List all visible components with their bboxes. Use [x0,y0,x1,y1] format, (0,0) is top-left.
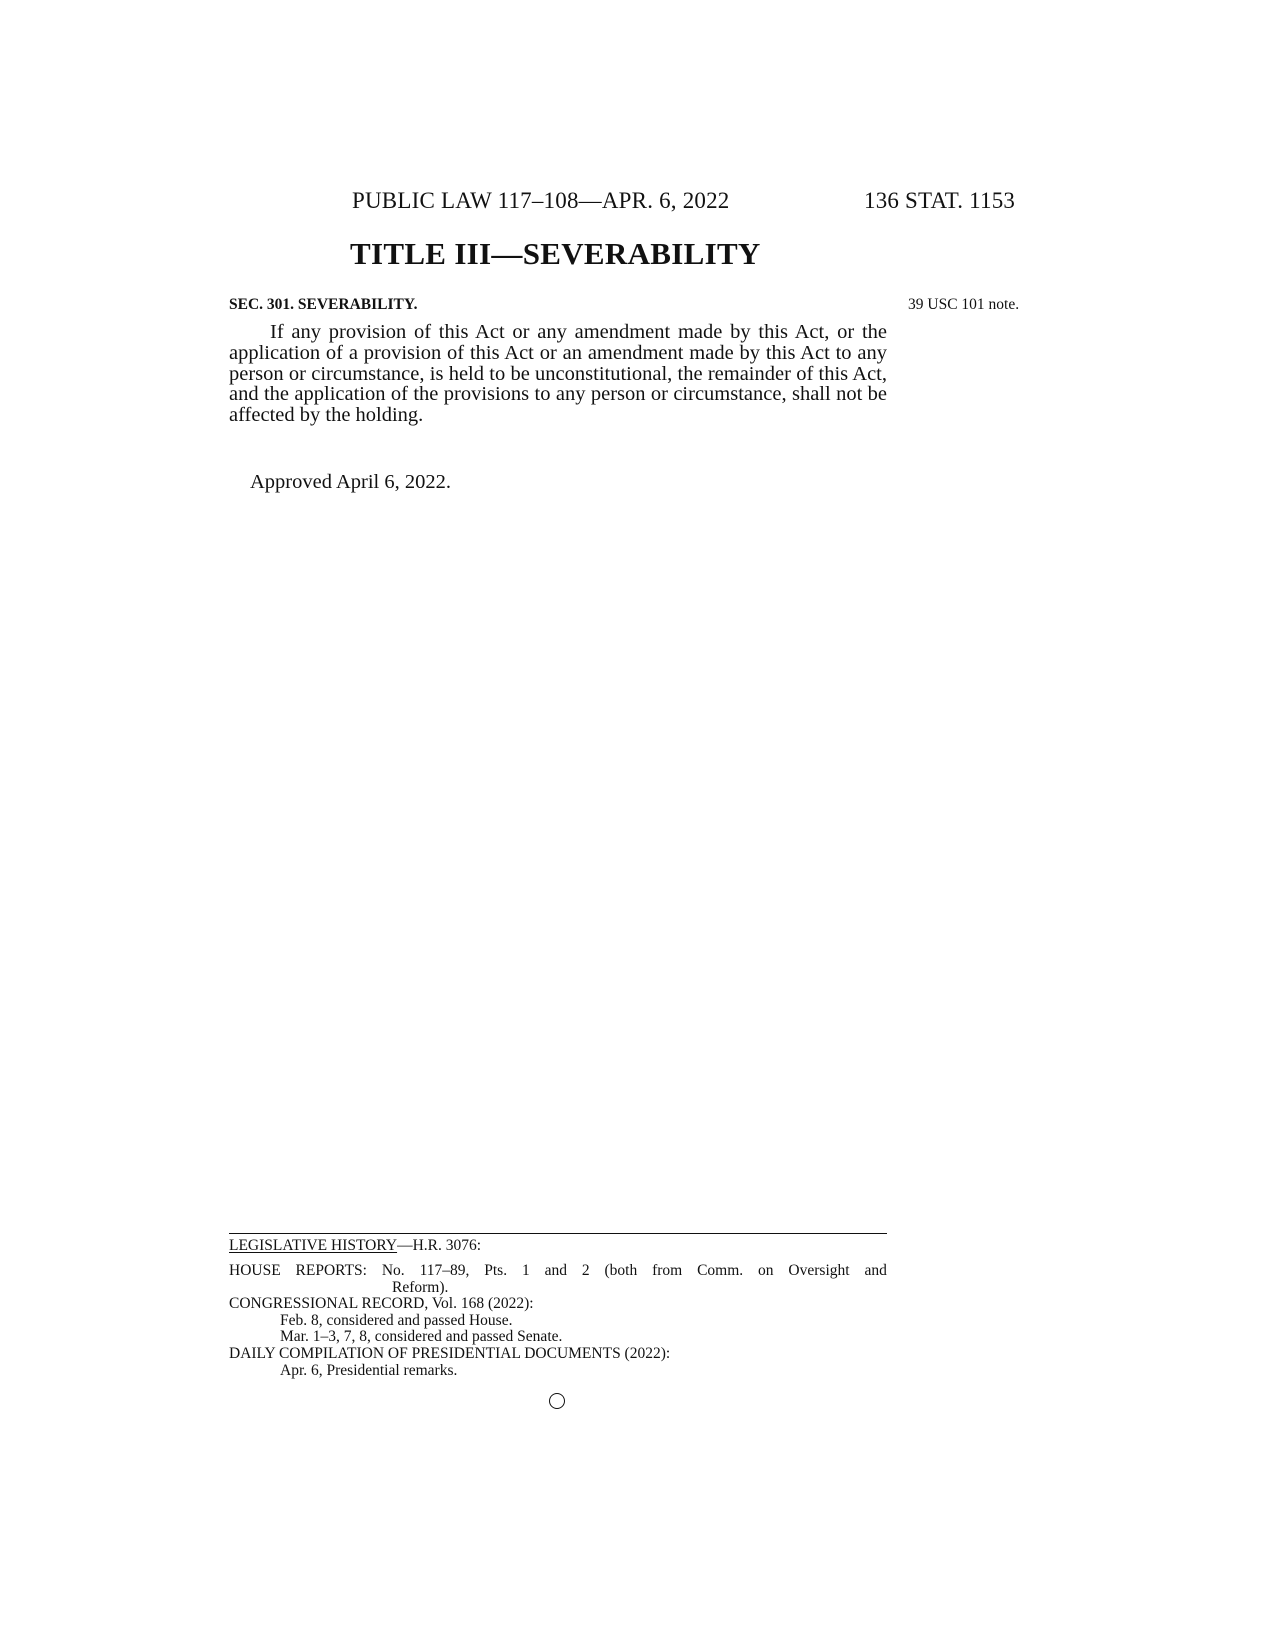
word: HOUSE [229,1262,281,1279]
congressional-record-item: Feb. 8, considered and passed House. [280,1311,513,1329]
end-of-document-circle-icon [549,1393,565,1409]
legislative-history-block [229,1263,887,1379]
word: and [864,1262,887,1279]
word: Pts. [484,1262,508,1279]
word: 1 [521,1262,530,1279]
running-header-stat-page: 136 STAT. 1153 [864,188,1016,213]
section-body-text: If any provision of this Act or any amendment made by this Act, or the application of a provision of this Act or an amendment made by this Act to any person or circumstance, is held to be unconstitutional, the remainder of this Act, and the application of the provisions to any person or circumstance, shall not be affected by the holding. [229,321,887,427]
legislative-history-title [229,1237,481,1255]
word: 117–89, [419,1262,470,1279]
word: on [758,1262,774,1279]
word: (both [604,1262,638,1279]
legislative-history-label: LEGISLATIVE HISTORY [229,1237,398,1254]
section-heading: SEC. 301. SEVERABILITY. [229,296,418,313]
running-header-law: PUBLIC LAW 117–108—APR. 6, 2022 [352,188,730,213]
title-heading: TITLE III—SEVERABILITY [350,236,761,271]
word: and [544,1262,567,1279]
house-reports-continuation: Reform). [392,1278,449,1296]
congressional-record-line: CONGRESSIONAL RECORD, Vol. 168 (2022): [229,1295,534,1313]
margin-note: 39 USC 101 note. [908,296,1020,313]
word: from [652,1262,683,1279]
legislative-history-bill: —H.R. 3076: [397,1237,482,1254]
congressional-record-item: Mar. 1–3, 7, 8, considered and passed Senate. [280,1328,563,1346]
daily-compilation-item: Apr. 6, Presidential remarks. [280,1361,458,1379]
word: 2 [581,1262,590,1279]
approval-date: Approved April 6, 2022. [250,471,451,493]
footnote-rule [229,1233,887,1234]
word: REPORTS: [295,1262,367,1279]
word: Comm. [697,1262,744,1279]
house-reports-line [229,1263,887,1280]
word: Oversight [788,1262,850,1279]
word: No. [381,1262,405,1279]
daily-compilation-line: DAILY COMPILATION OF PRESIDENTIAL DOCUMENTS (2022): [229,1344,671,1362]
